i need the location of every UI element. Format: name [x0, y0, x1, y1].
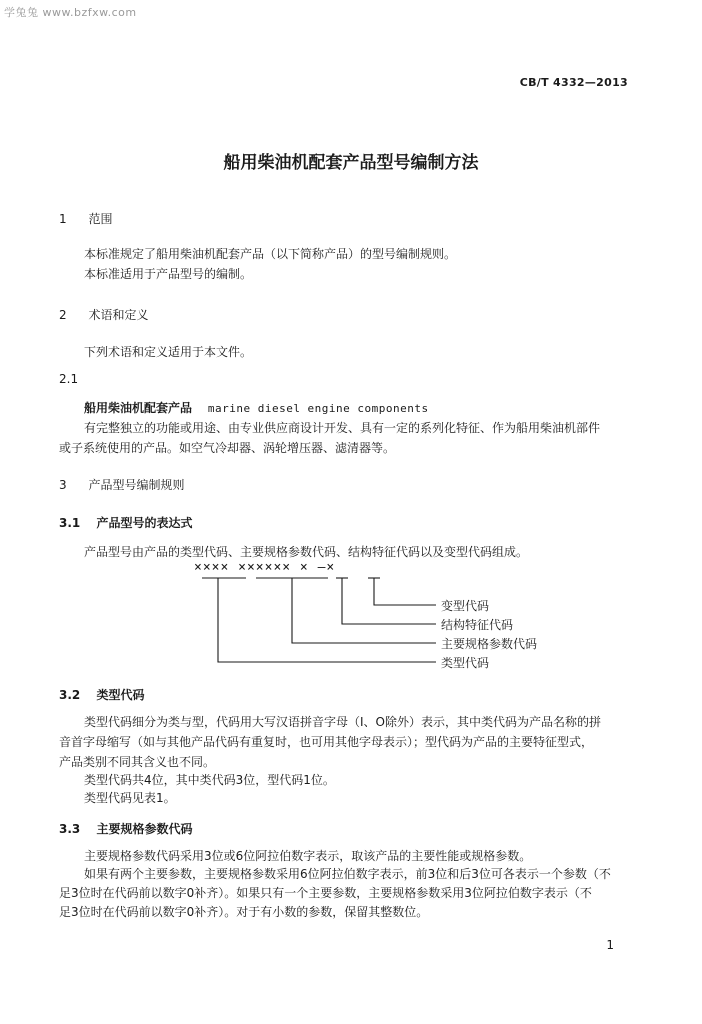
page-title: 船用柴油机配套产品型号编制方法: [223, 153, 479, 173]
label-type-code: 类型代码: [441, 656, 490, 670]
clause-number: 2.1: [59, 372, 79, 386]
paragraph: 如果有两个主要参数，主要规格参数采用6位阿拉伯数字表示，前3位和后3位可各表示一个参数（不: [84, 867, 611, 881]
label-parameter-code: 主要规格参数代码: [441, 637, 538, 651]
clause-number: 3.3: [59, 822, 81, 836]
leader-struct: [342, 578, 436, 624]
clause-number: 3.1: [59, 516, 81, 530]
formula-diagram: [200, 576, 460, 676]
clause-title: 产品型号的表达式: [96, 516, 193, 530]
section-3-heading: [59, 476, 184, 493]
section-number: 1: [59, 212, 67, 226]
model-formula: ×××× ×××××× × —×: [194, 560, 336, 575]
page-number: 1: [606, 938, 614, 952]
paragraph: 音首字母缩写（如与其他产品代码有重复时，也可用其他字母表示）；型代码为产品的主要特征型式，: [59, 735, 594, 749]
leader-type: [218, 578, 436, 662]
leader-variant: [374, 578, 436, 605]
section-number: 3: [59, 478, 67, 492]
definition: 有完整独立的功能或用途、由专业供应商设计开发、具有一定的系列化特征、作为船用柴油机部件: [84, 421, 601, 435]
clause-3-1-heading: [59, 514, 192, 531]
paragraph: 类型代码细分为类与型，代码用大写汉语拼音字母（I、O除外）表示，其中类代码为产品名称的拼: [84, 715, 601, 729]
paragraph: 足3位时在代码前以数字0补齐）。如果只有一个主要参数，主要规格参数采用3位阿拉伯数字表示（不: [59, 886, 592, 900]
section-title: 术语和定义: [88, 308, 149, 322]
label-structure-code: 结构特征代码: [441, 618, 514, 632]
section-title: 产品型号编制规则: [88, 478, 185, 492]
paragraph: 类型代码共4位，其中类代码3位，型代码1位。: [84, 773, 335, 787]
paragraph: 下列术语和定义适用于本文件。: [84, 345, 253, 359]
term-chinese: 船用柴油机配套产品: [84, 401, 193, 415]
paragraph: 本标准规定了船用柴油机配套产品（以下简称产品）的型号编制规则。: [84, 247, 457, 261]
paragraph: 本标准适用于产品型号的编制。: [84, 267, 253, 281]
section-1-heading: [59, 210, 112, 227]
section-number: 2: [59, 308, 67, 322]
definition: 或子系统使用的产品。如空气冷却器、涡轮增压器、滤清器等。: [59, 441, 396, 455]
term-entry: [84, 398, 429, 419]
paragraph: 产品类别不同其含义也不同。: [59, 755, 216, 769]
label-variant-code: 变型代码: [441, 599, 490, 613]
paragraph: 产品型号由产品的类型代码、主要规格参数代码、结构特征代码以及变型代码组成。: [84, 545, 529, 559]
clause-number: 3.2: [59, 688, 81, 702]
paragraph: 主要规格参数代码采用3位或6位阿拉伯数字表示，取该产品的主要性能或规格参数。: [84, 849, 532, 863]
clause-title: 主要规格参数代码: [96, 822, 193, 836]
term-english: marine diesel engine components: [207, 402, 429, 415]
watermark: 学兔兔 www.bzfxw.com: [4, 6, 137, 19]
leader-param: [292, 578, 436, 643]
clause-title: 类型代码: [96, 688, 145, 702]
clause-3-2-heading: [59, 686, 144, 703]
paragraph: 类型代码见表1。: [84, 791, 176, 805]
section-title: 范围: [88, 212, 113, 226]
paragraph: 足3位时在代码前以数字0补齐）。对于有小数的参数，保留其整数位。: [59, 905, 429, 919]
standard-number: CB/T 4332—2013: [519, 76, 628, 89]
clause-3-3-heading: [59, 820, 192, 837]
section-2-heading: [59, 306, 148, 323]
